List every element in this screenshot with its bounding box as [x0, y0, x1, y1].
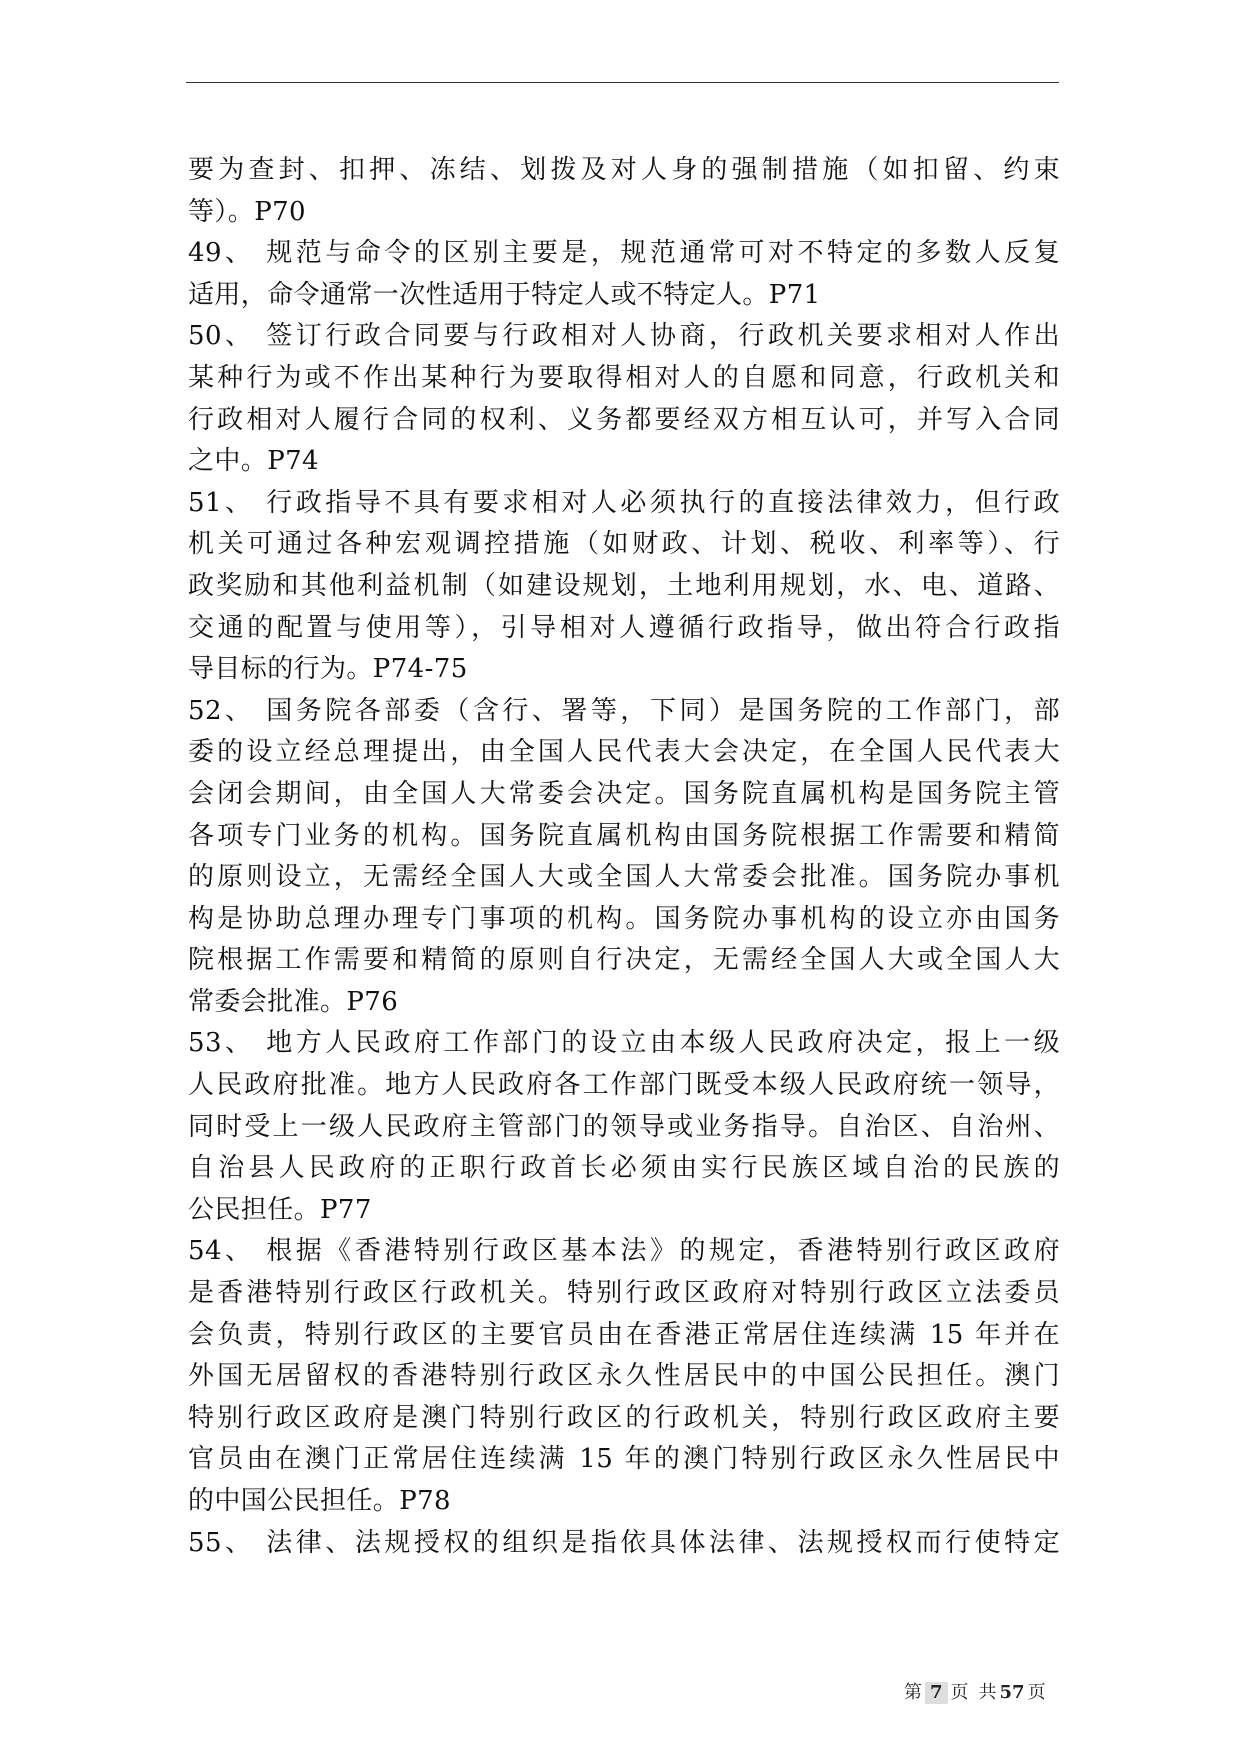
total-pages-number: 57: [999, 1682, 1025, 1703]
text-line: 53、 地方人民政府工作部门的设立由本级人民政府决定，报上一级: [188, 1028, 1060, 1059]
text-line: 的中国公民担任。P78: [188, 1486, 451, 1516]
text-line: 导目标的行为。P74-75: [188, 654, 468, 685]
footer-suffix: 页: [1027, 1682, 1046, 1703]
text-line: 交通的配置与使用等），引导相对人遵循行政指导，做出符合行政指: [188, 612, 1060, 643]
page-body: [188, 150, 1060, 1564]
text-line: 55、 法律、法规授权的组织是指依具体法律、法规授权而行使特定: [188, 1527, 1060, 1558]
text-line: 会负责，特别行政区的主要官员由在香港正常居住连续满 15 年并在: [188, 1319, 1060, 1350]
text-line: 院根据工作需要和精简的原则自行决定，无需经全国人大或全国人大: [188, 945, 1060, 976]
text-line: 是香港特别行政区行政机关。特别行政区政府对特别行政区立法委员: [188, 1278, 1060, 1309]
text-line: 之中。P74: [188, 446, 319, 477]
text-line: 同时受上一级人民政府主管部门的领导或业务指导。自治区、自治州、: [188, 1111, 1060, 1142]
page-footer: [904, 1682, 1060, 1704]
current-page-number: 7: [925, 1682, 948, 1704]
text-line: 适用，命令通常一次性适用于特定人或不特定人。P71: [188, 279, 821, 310]
text-line: 行政相对人履行合同的权利、义务都要经双方相互认可，并写入合同: [188, 404, 1060, 435]
header-rule: [186, 82, 1059, 83]
text-line: 等）。P70: [188, 196, 306, 227]
text-line: 49、 规范与命令的区别主要是，规范通常可对不特定的多数人反复: [188, 238, 1060, 269]
text-line: 政奖励和其他利益机制（如建设规划，土地利用规划，水、电、道路、: [188, 570, 1060, 601]
footer-page-word: 页: [950, 1682, 969, 1703]
text-line: 公民担任。P77: [188, 1194, 372, 1225]
footer-total-word: 共: [978, 1682, 997, 1703]
text-line: 机关可通过各种宏观调控措施（如财政、计划、税收、利率等）、行: [188, 529, 1060, 560]
text-line: 官员由在澳门正常居住连续满 15 年的澳门特别行政区永久性居民中: [188, 1444, 1060, 1475]
footer-prefix: 第: [904, 1682, 922, 1703]
text-line: 50、 签订行政合同要与行政相对人协商，行政机关要求相对人作出: [188, 321, 1060, 352]
text-line: 52、 国务院各部委（含行、署等，下同）是国务院的工作部门，部: [188, 695, 1060, 726]
text-line: 委的设立经总理提出，由全国人民代表大会决定，在全国人民代表大: [188, 737, 1060, 768]
text-line: 51、 行政指导不具有要求相对人必须执行的直接法律效力，但行政: [188, 487, 1060, 518]
text-line: 常委会批准。P76: [188, 986, 399, 1017]
text-line: 要为查封、扣押、冻结、划拨及对人身的强制措施（如扣留、约束: [188, 155, 1060, 185]
text-line: 自治县人民政府的正职行政首长必须由实行民族区域自治的民族的: [188, 1153, 1060, 1184]
text-line: 54、 根据《香港特别行政区基本法》的规定，香港特别行政区政府: [188, 1236, 1060, 1267]
text-line: 各项专门业务的机构。国务院直属机构由国务院根据工作需要和精简: [188, 820, 1060, 851]
text-line: 外国无居留权的香港特别行政区永久性居民中的中国公民担任。澳门: [188, 1361, 1060, 1392]
text-line: 某种行为或不作出某种行为要取得相对人的自愿和同意，行政机关和: [188, 362, 1060, 393]
text-line: 人民政府批准。地方人民政府各工作部门既受本级人民政府统一领导，: [188, 1070, 1060, 1101]
text-line: 的原则设立，无需经全国人大或全国人大常委会批准。国务院办事机: [188, 862, 1060, 893]
text-line: 会闭会期间，由全国人大常委会决定。国务院直属机构是国务院主管: [188, 778, 1060, 809]
text-line: 特别行政区政府是澳门特别行政区的行政机关，特别行政区政府主要: [188, 1402, 1060, 1433]
text-line: 构是协助总理办理专门事项的机构。国务院办事机构的设立亦由国务: [188, 903, 1060, 934]
